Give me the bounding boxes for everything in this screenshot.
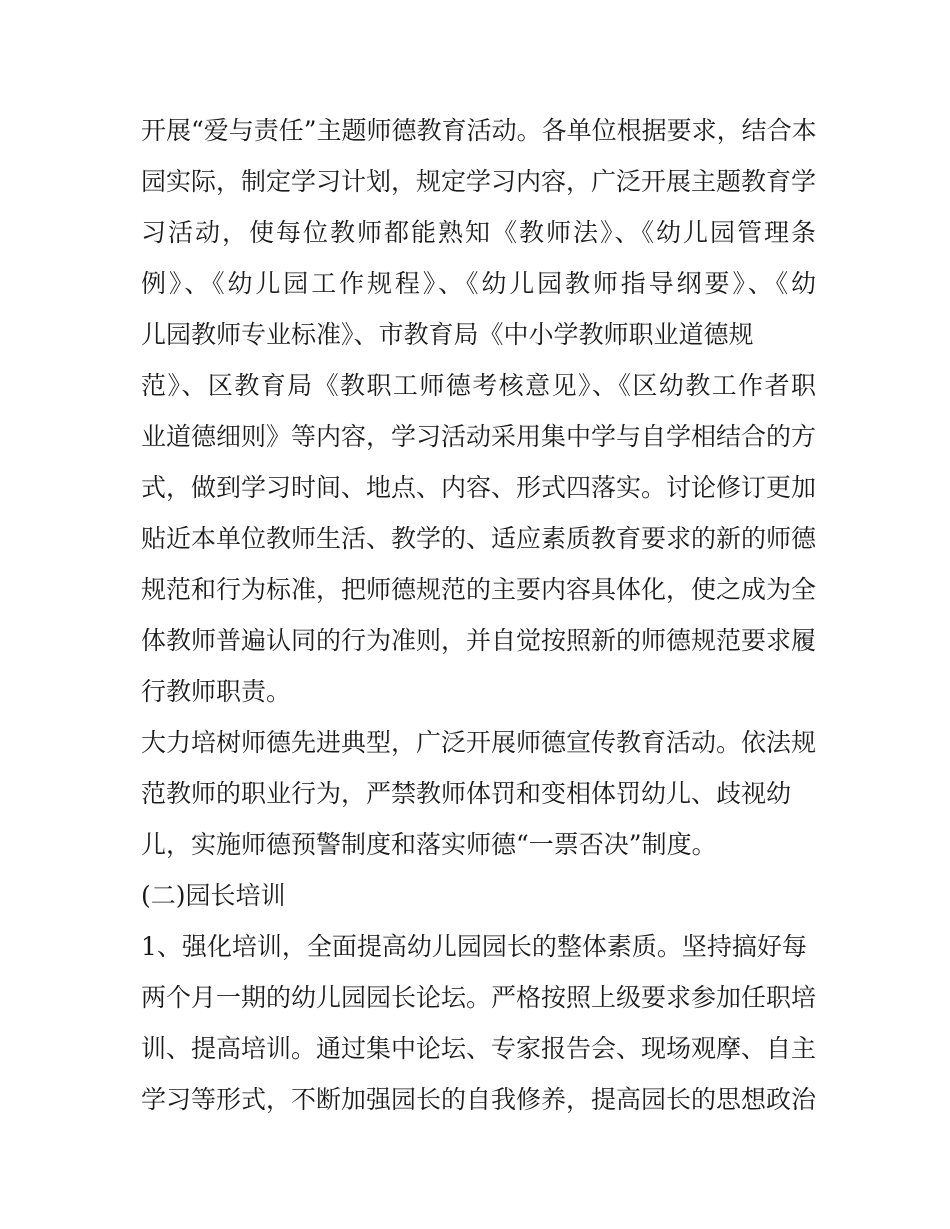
text-line: 儿，实施师德预警制度和落实师德“一票否决”制度。 (141, 830, 717, 859)
text-line: 1、强化培训，全面提高幼儿园园长的整体素质。坚持搞好每 (141, 932, 807, 961)
text-line: 贴近本单位教师生活、教学的、适应素质教育要求的新的师德 (141, 524, 817, 553)
text-line: 规范和行为标准，把师德规范的主要内容具体化，使之成为全 (141, 575, 817, 604)
text-line: 训、提高培训。通过集中论坛、专家报告会、现场观摩、自主 (141, 1034, 817, 1063)
text-line: 两个月一期的幼儿园园长论坛。严格按照上级要求参加任职培 (141, 983, 817, 1012)
text-line: 开展“爱与责任”主题师德教育活动。各单位根据要求，结合本 (141, 116, 817, 145)
document-body (141, 105, 816, 1125)
text-line: 范教师的职业行为，严禁教师体罚和变相体罚幼儿、歧视幼 (141, 779, 792, 808)
text-line: 大力培树师德先进典型，广泛开展师德宣传教育活动。依法规 (141, 728, 817, 757)
text-line: 例》、《幼儿园工作规程》、《幼儿园教师指导纲要》、《幼 (141, 269, 816, 298)
text-line: 体教师普遍认同的行为准则，并自觉按照新的师德规范要求履 (141, 626, 817, 655)
text-line: 业道德细则》等内容，学习活动采用集中学与自学相结合的方 (141, 422, 817, 451)
text-line: 儿园教师专业标准》、市教育局《中小学教师职业道德规 (141, 320, 754, 349)
text-line: 学习等形式，不断加强园长的自我修养，提高园长的思想政治 (141, 1085, 817, 1114)
text-line: 范》、区教育局《教职工师德考核意见》、《区幼教工作者职 (141, 371, 816, 400)
text-line: 行教师职责。 (141, 677, 292, 706)
text-line: 习活动，使每位教师都能熟知《教师法》、《幼儿园管理条 (141, 218, 816, 247)
text-line: (二)园长培训 (141, 881, 286, 910)
text-line: 式，做到学习时间、地点、内容、形式四落实。讨论修订更加 (141, 473, 817, 502)
text-line: 园实际，制定学习计划，规定学习内容，广泛开展主题教育学 (141, 167, 817, 196)
